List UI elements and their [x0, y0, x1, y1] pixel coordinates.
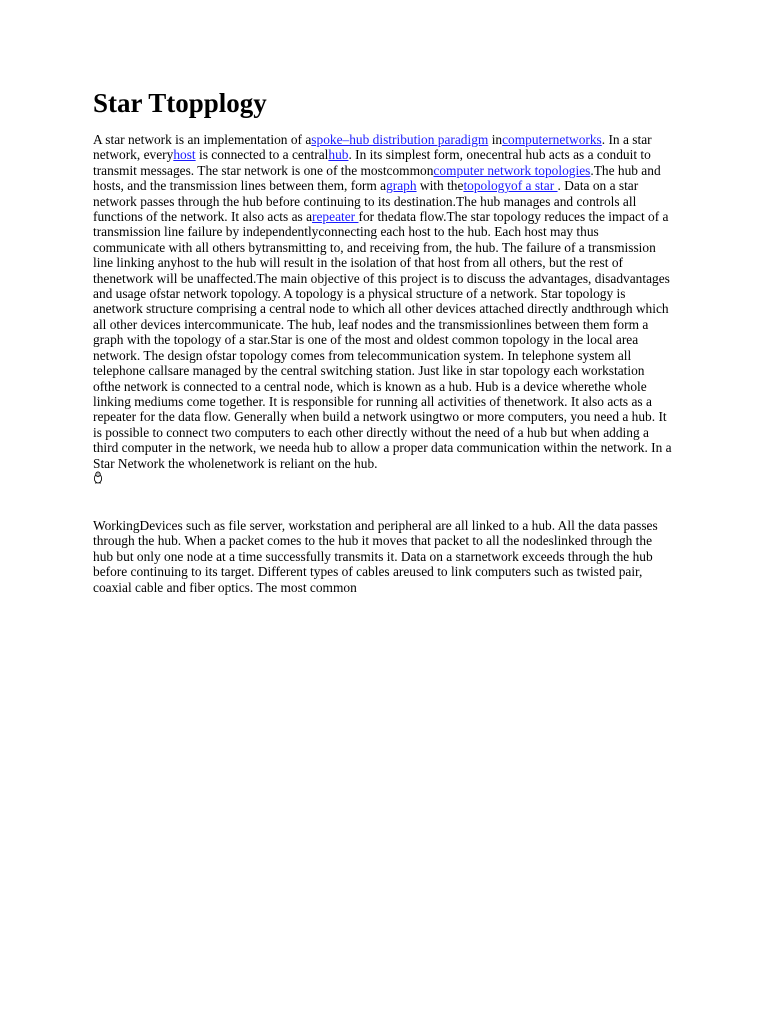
intro-paragraph: [93, 132, 673, 471]
penguin-icon: [93, 471, 673, 486]
page-title: Star Ttopplogy: [93, 88, 267, 118]
link-repeater[interactable]: repeater: [312, 209, 359, 225]
text-run: with the: [416, 178, 464, 194]
link-network-topologies[interactable]: computer network topologies: [433, 162, 591, 178]
text-run: for thedata flow.The star topology reduces the impact of a transmission line failure by independentlyconnecting each host to the hub. Each host may thus communicate with all others bytransmitting to, and receiving from, the hub. The failure of a transmission line linking anyhost to the hub will result in the isolation of that host from all others, but the rest of thenetwork will be unaffected.The main objective of this project is to discuss the advantages, disadvantages and usage ofstar network topology. A topology is a physical structure of a network. Star topology is anetwork structure comprising a central node to which all other devices attached directly andthrough which all other devices intercommunicate. The hub, leaf nodes and the transmissionlines between them form a graph with the topology of a star.Star is one of the most and oldest common topology in the local area network. The design ofstar topology comes from telecommunication system. In telephone system all telephone callsare managed by the central switching station. Just like in star topology each workstation ofthe network is connected to a central node, which is known as a hub. Hub is a device wherethe whole linking mediums come together. It is responsible for running all activities of thenetwork. It also acts as a repeater for the data flow. Generally when build a network usingtwo or more computers, you need a hub. It is possible to connect two computers to each other directly without the need of a hub but when adding a third computer in the network, we needa hub to allow a proper data communication within the network. In a Star Network the wholenetwork is reliant on the hub.: [93, 209, 672, 471]
link-graph[interactable]: graph: [386, 178, 417, 194]
text-run: . In its simplest form, onecentral hub acts as a conduit to transmit messages. The star network is one of the mostcommon: [93, 147, 651, 178]
text-run: . In a star network, every: [93, 132, 652, 163]
text-run: A star network is an implementation of a: [93, 132, 312, 147]
document-page: [93, 86, 673, 595]
text-run: in: [488, 132, 503, 147]
text-run: .The hub and hosts, and the transmission lines between them, form a: [93, 162, 661, 194]
link-topology-star[interactable]: topologyof a star: [463, 178, 558, 194]
link-hub[interactable]: hub: [328, 147, 349, 163]
text-run: is connected to a central: [195, 147, 329, 163]
link-host[interactable]: host: [173, 147, 196, 163]
working-paragraph: WorkingDevices such as file server, workstation and peripheral are all linked to a hub. All the data passes through the hub. When a packet comes to the hub it moves that packet to all the nodeslinked through the hub but only one node at a time successfully transmits it. Data on a starnetwork exceeds through the hub before continuing to its target. Different types of cables areused to link computers such as twisted pair, coaxial cable and fiber optics. The most common: [93, 517, 658, 595]
link-spoke-hub[interactable]: spoke–hub distribution paradigm: [311, 132, 489, 147]
link-computer-networks[interactable]: computernetworks: [502, 132, 602, 147]
text-run: . Data on a star network passes through the hub before continuing to its destination.The hub manages and controls all functions of the network. It also acts as a: [93, 178, 639, 225]
